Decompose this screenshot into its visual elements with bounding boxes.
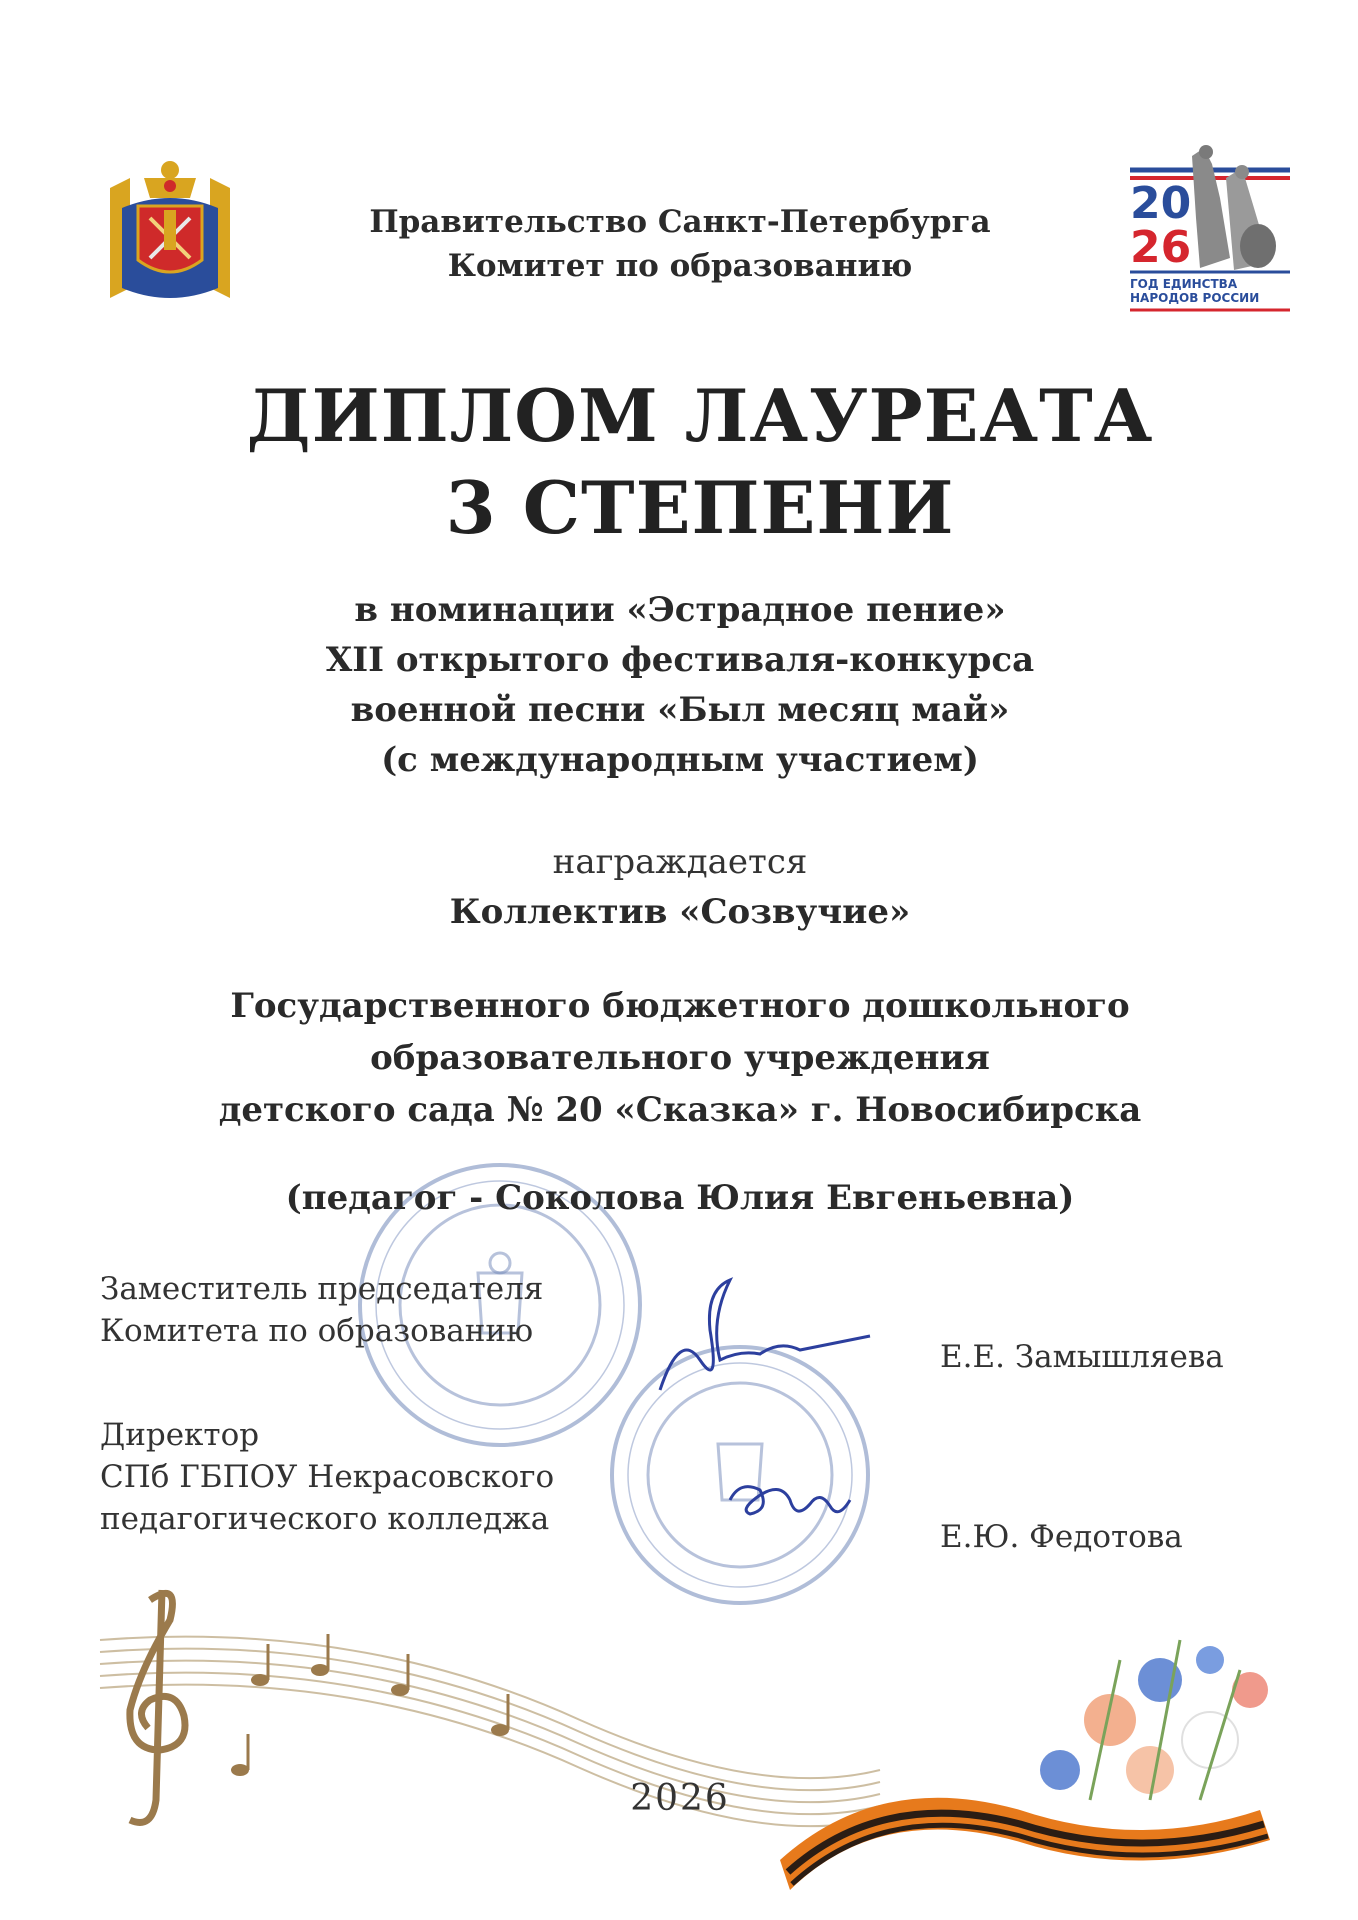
logo-year-bottom: 26 [1130, 222, 1192, 273]
nomination-line1: в номинации «Эстрадное пение» [354, 590, 1006, 630]
signatory1-title [100, 1268, 543, 1352]
year-of-unity-logo [1130, 138, 1290, 318]
institution-line2: образовательного учреждения [370, 1038, 990, 1078]
nomination-line2: XII открытого фестиваля-конкурса [325, 640, 1035, 680]
institution-block [120, 980, 1240, 1136]
diploma-year: 2026 [630, 1778, 730, 1819]
teacher-line: (педагог - Соколова Юлия Евгеньевна) [285, 1178, 1075, 1218]
signatory2-name: Е.Ю. Федотова [940, 1519, 1183, 1555]
title-line2: 3 СТЕПЕНИ [445, 465, 955, 550]
signatory1-title-line1: Заместитель председателя [100, 1271, 544, 1307]
coat-of-arms-icon [100, 148, 240, 308]
issuer-line2: Комитет по образованию [447, 248, 913, 284]
signatory2-title-line1: Директор [100, 1417, 260, 1453]
logo-caption-line1: ГОД ЕДИНСТВА [1130, 277, 1238, 291]
signatory2-title-line2: СПб ГБПОУ Некрасовского [100, 1459, 555, 1495]
logo-year-top: 20 [1130, 178, 1192, 229]
title-line1: ДИПЛОМ ЛАУРЕАТА [246, 373, 1154, 458]
institution-line1: Государственного бюджетного дошкольного [230, 986, 1130, 1026]
logo-caption-line2: НАРОДОВ РОССИИ [1130, 291, 1260, 305]
nomination-block [180, 585, 1180, 785]
institution-line3: детского сада № 20 «Сказка» г. Новосибирска [218, 1090, 1142, 1130]
signature-icon [720, 1470, 860, 1530]
issuer-header [240, 200, 1120, 288]
treble-clef-icon [130, 1590, 185, 1823]
decorative-footer [60, 1560, 1320, 1900]
awarded-label: награждается [552, 842, 808, 882]
flowers-icon [1040, 1640, 1268, 1800]
music-notes-icon [231, 1634, 509, 1776]
issuer-line1: Правительство Санкт-Петербурга [369, 204, 991, 240]
nomination-line4: (с международным участием) [381, 740, 979, 780]
signatory1-name: Е.Е. Замышляева [940, 1339, 1224, 1375]
diploma-title [140, 370, 1260, 554]
signatory2-title-line3: педагогического колледжа [100, 1501, 550, 1537]
nomination-line3: военной песни «Был месяц май» [350, 690, 1010, 730]
signatory1-title-line2: Комитета по образованию [100, 1313, 534, 1349]
signatory2-title [100, 1414, 554, 1540]
awardee-name: Коллектив «Созвучие» [449, 892, 911, 932]
signature-icon [640, 1270, 900, 1400]
